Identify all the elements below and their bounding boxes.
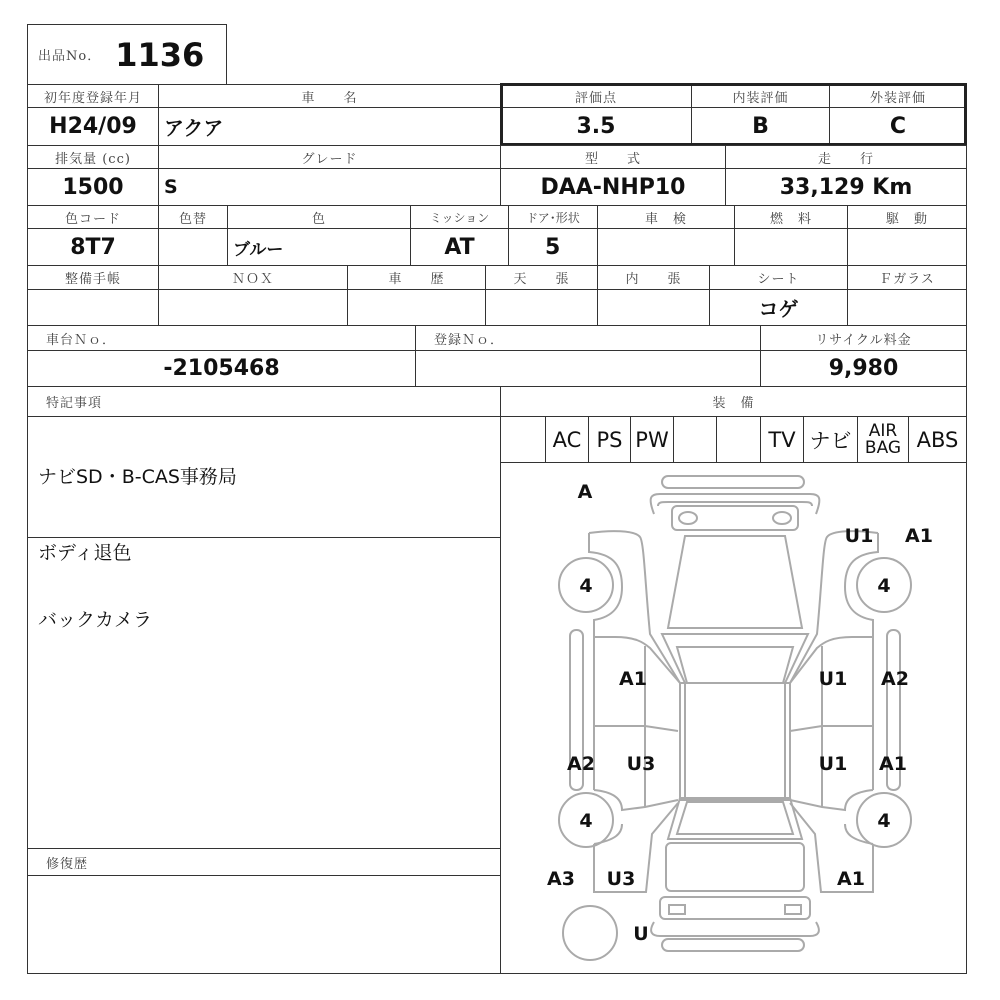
car-diagram <box>500 462 967 974</box>
color-value: ブルー <box>227 228 411 266</box>
first-reg-value: H24/09 <box>27 107 159 146</box>
equipment-tv: TV <box>760 416 804 463</box>
seat-label: シート <box>709 265 848 290</box>
car-name-value: アクア <box>158 107 501 146</box>
note-line-1: ナビSD・B-CAS事務局 <box>38 466 237 488</box>
damage-mark: U1 <box>818 753 848 775</box>
seat-value: コゲ <box>709 289 848 326</box>
maintenance-value <box>27 289 159 326</box>
model-label: 型 式 <box>500 145 726 169</box>
first-reg-label: 初年度登録年月 <box>27 84 159 108</box>
doors-value: 5 <box>508 228 598 266</box>
equipment-airbag <box>857 416 909 463</box>
equipment-ps: PS <box>588 416 631 463</box>
windshield <box>662 634 808 683</box>
displacement-value: 1500 <box>27 168 159 206</box>
drive-label: 駆 動 <box>847 205 967 229</box>
fuel-label: 燃 料 <box>734 205 848 229</box>
model-value: DAA-NHP10 <box>500 168 726 206</box>
damage-mark: A2 <box>881 668 909 690</box>
airbag-line-1: AIR <box>868 420 898 441</box>
rear-window-inner <box>677 802 793 834</box>
recycle-value: 9,980 <box>760 350 967 387</box>
interior-label: 内装評価 <box>691 84 830 108</box>
wheel-grade: 4 <box>877 575 891 597</box>
grade-value: S <box>158 168 501 206</box>
headlight-left <box>679 512 697 524</box>
wheel-grade: 4 <box>579 810 593 832</box>
fuel-value <box>734 228 848 266</box>
transmission-value: AT <box>410 228 509 266</box>
damage-mark: U3 <box>606 868 636 890</box>
note-line-2: ボディ退色 <box>38 542 132 564</box>
lot-number-box <box>27 24 227 85</box>
color-label: 色 <box>227 205 411 229</box>
headlights <box>672 506 798 530</box>
damage-mark: A1 <box>879 753 907 775</box>
equipment-cell-empty <box>673 416 717 463</box>
interior-value: B <box>691 107 830 146</box>
chassis-value: -2105468 <box>27 350 416 387</box>
damage-mark: A2 <box>567 753 595 775</box>
repair-history-label: 修復歴 <box>27 848 501 876</box>
inspection-value <box>597 228 735 266</box>
damage-mark: A1 <box>837 868 865 890</box>
roof <box>685 683 785 800</box>
exterior-value: C <box>829 107 967 146</box>
front-grille <box>651 494 820 514</box>
interior-trim-label: 内 張 <box>597 265 710 290</box>
equipment-ac: AC <box>545 416 589 463</box>
nox-label: ＮＯＸ <box>158 265 348 290</box>
rear-light-right <box>785 905 801 914</box>
damage-mark: U <box>633 923 649 945</box>
fglass-label: Ｆガラス <box>847 265 967 290</box>
damage-mark: U1 <box>818 668 848 690</box>
maintenance-label: 整備手帳 <box>27 265 159 290</box>
repair-history-value <box>27 875 501 974</box>
equipment-cell-empty <box>716 416 761 463</box>
mileage-value: 33,129 Km <box>725 168 967 206</box>
color-change-label: 色替 <box>158 205 228 229</box>
rear-light-left <box>669 905 685 914</box>
right-front-fender <box>790 531 878 683</box>
interior-trim-value <box>597 289 710 326</box>
notes-label: 特記事項 <box>27 386 501 417</box>
equipment-navi: ナビ <box>803 416 858 463</box>
grade-label: グレード <box>158 145 501 169</box>
color-code-value: 8T7 <box>27 228 159 266</box>
history-value <box>347 289 486 326</box>
rear-bumper-curve <box>651 922 819 936</box>
ceiling-value <box>485 289 598 326</box>
mileage-label: 走 行 <box>725 145 967 169</box>
windshield-inner <box>677 647 793 683</box>
history-label: 車 歴 <box>347 265 486 290</box>
displacement-label: 排気量 (cc) <box>27 145 159 169</box>
front-bumper <box>662 476 804 488</box>
roof-outer <box>680 683 790 800</box>
score-value: 3.5 <box>500 107 692 146</box>
equipment-pw: PW <box>630 416 674 463</box>
wheel-grade: 4 <box>877 810 891 832</box>
damage-mark: A <box>577 481 593 503</box>
drive-value <box>847 228 967 266</box>
nox-value <box>158 289 348 326</box>
damage-mark: U1 <box>844 525 874 547</box>
registration-value <box>415 350 761 387</box>
note-line-3: バックカメラ <box>38 609 153 631</box>
notes-box-2 <box>27 537 501 849</box>
equipment-label: 装 備 <box>500 386 967 417</box>
chassis-label: 車台Ｎｏ． <box>27 325 416 351</box>
trunk <box>666 843 804 891</box>
lot-number: 1136 <box>115 35 205 74</box>
headlight-right <box>773 512 791 524</box>
spare-tire <box>563 906 617 960</box>
damage-mark: A1 <box>905 525 933 547</box>
damage-mark: U3 <box>626 753 656 775</box>
registration-label: 登録Ｎｏ． <box>415 325 761 351</box>
transmission-label: ミッション <box>410 205 509 229</box>
damage-mark: A3 <box>547 868 575 890</box>
rear-lights <box>660 897 810 919</box>
ceiling-label: 天 張 <box>485 265 598 290</box>
doors-label: ドア･形状 <box>508 205 598 229</box>
recycle-label: リサイクル料金 <box>760 325 967 351</box>
fglass-value <box>847 289 967 326</box>
rear-window <box>668 798 802 839</box>
hood <box>668 536 802 628</box>
equipment-cell-empty <box>500 416 546 463</box>
exterior-label: 外装評価 <box>829 84 967 108</box>
color-change-value <box>158 228 228 266</box>
airbag-line-2: BAG <box>864 437 902 458</box>
score-label: 評価点 <box>500 84 692 108</box>
rear-bumper <box>662 939 804 951</box>
color-code-label: 色コード <box>27 205 159 229</box>
car-name-label: 車 名 <box>158 84 501 108</box>
equipment-abs: ABS <box>908 416 967 463</box>
wheel-grade: 4 <box>579 575 593 597</box>
damage-mark: A1 <box>619 668 647 690</box>
inspection-label: 車 検 <box>597 205 735 229</box>
lot-number-label: 出品No． <box>38 49 102 64</box>
